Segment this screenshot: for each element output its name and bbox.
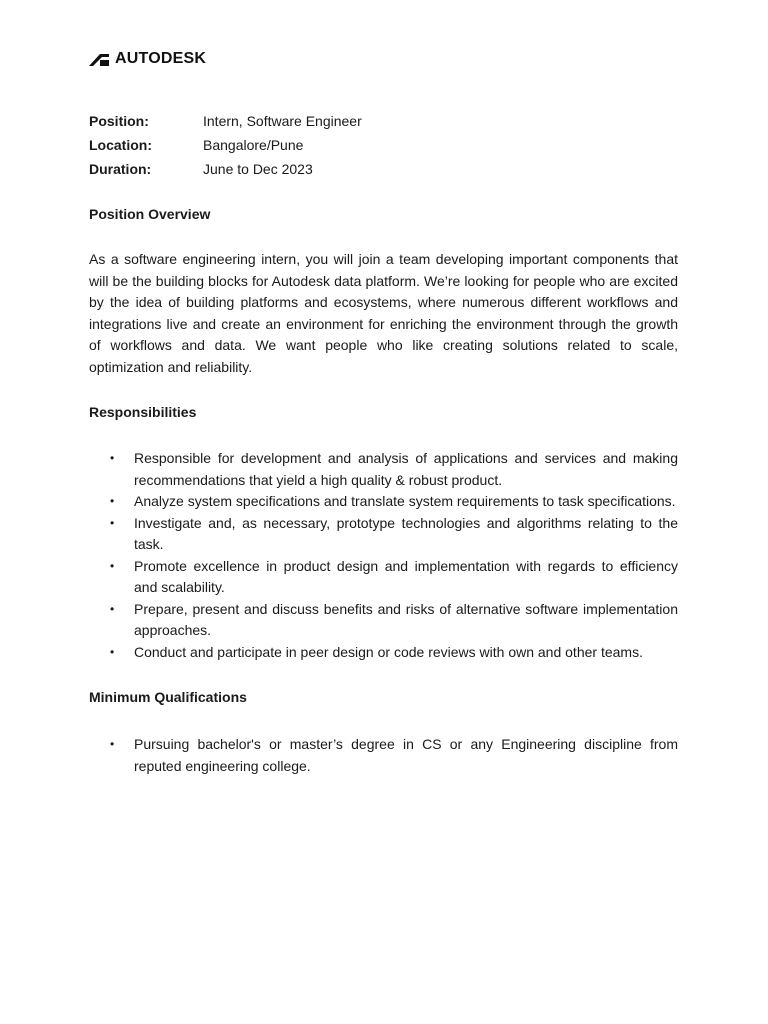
brand-name: AUTODESK xyxy=(115,50,207,67)
meta-label: Location: xyxy=(89,137,152,153)
list-item xyxy=(89,556,678,599)
autodesk-logo xyxy=(89,49,206,69)
list-item xyxy=(89,642,678,664)
list-item xyxy=(89,513,678,556)
list-item xyxy=(89,599,678,642)
meta-value: Bangalore/Pune xyxy=(203,137,304,153)
list-item-text: Promote excellence in product design and implementation with regards to efficiency and scalability. xyxy=(134,557,678,595)
overview-heading: Position Overview xyxy=(89,206,211,222)
list-item-text: Pursuing bachelor's or master’s degree in CS or any Engineering discipline from reputed engineering college. xyxy=(134,736,678,774)
list-item-text: Responsible for development and analysis of applications and services and making recommendations that yield a high quality & robust product. xyxy=(134,450,678,488)
responsibilities-heading: Responsibilities xyxy=(89,404,197,420)
qualifications-heading: Minimum Qualifications xyxy=(89,689,247,705)
meta-block xyxy=(89,109,678,181)
list-item xyxy=(89,448,678,491)
bullet-glyph: • xyxy=(110,601,115,616)
autodesk-logo-icon xyxy=(89,52,109,66)
meta-row-position xyxy=(89,109,678,133)
meta-value: Intern, Software Engineer xyxy=(203,113,362,129)
bullet-glyph: • xyxy=(110,558,115,573)
bullet-glyph: • xyxy=(110,494,115,508)
document-content xyxy=(89,109,678,777)
overview-paragraph: As a software engineering intern, you will join a team developing important components that will be the building blocks for Autodesk data platform. We’re looking for people who are excited by the idea of building platforms and ecosystems, where numerous different workflows and integrations live and create an environment for enriching the environment through the growth of workflows and data. We want people who like creating solutions related to scale, optimization and reliability. xyxy=(89,251,678,375)
list-item-text: Investigate and, as necessary, prototype technologies and algorithms relating to the task. xyxy=(134,514,678,552)
bullet-glyph: • xyxy=(110,644,115,659)
list-item xyxy=(89,491,678,513)
responsibilities-list xyxy=(89,448,678,663)
list-item-text: Conduct and participate in peer design or code reviews with own and other teams. xyxy=(134,643,643,660)
list-item xyxy=(89,734,678,777)
meta-label: Position: xyxy=(89,113,149,129)
list-item-text: Prepare, present and discuss benefits and risks of alternative software implementation approaches. xyxy=(134,600,678,638)
meta-row-location xyxy=(89,133,678,157)
meta-label: Duration: xyxy=(89,161,152,177)
bullet-glyph: • xyxy=(110,515,115,530)
qualifications-list xyxy=(89,734,678,777)
meta-value: June to Dec 2023 xyxy=(203,161,313,177)
list-item-text: Analyze system specifications and translate system requirements to task specifications. xyxy=(134,493,676,509)
bullet-glyph: • xyxy=(110,737,115,751)
meta-row-duration xyxy=(89,157,678,181)
bullet-glyph: • xyxy=(110,451,115,465)
